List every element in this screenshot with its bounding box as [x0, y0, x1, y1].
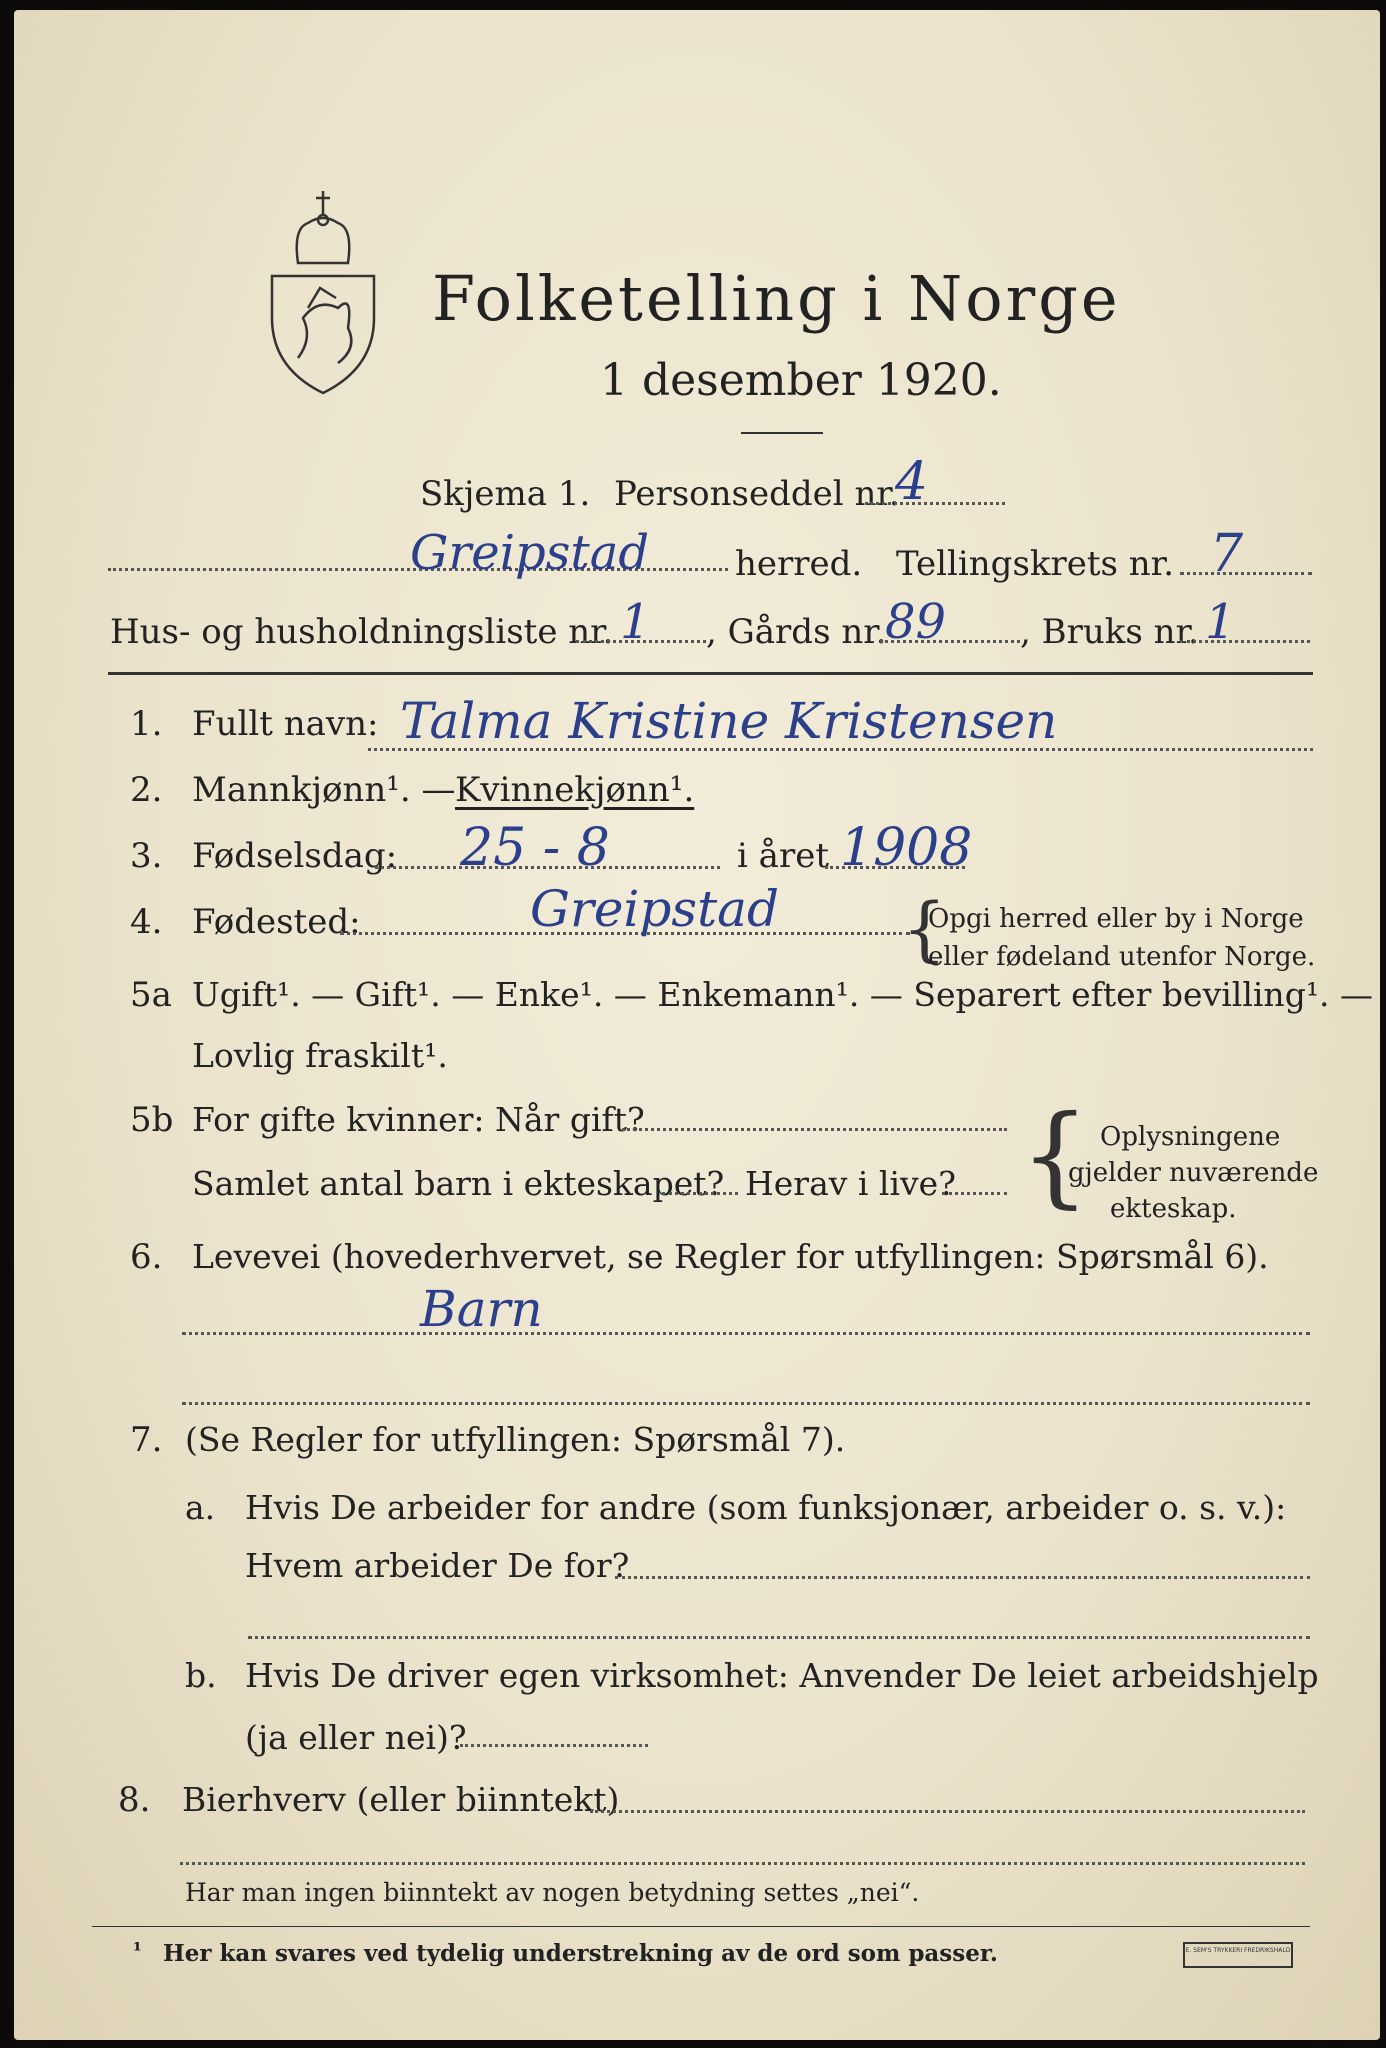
q1-number: 1.: [130, 704, 163, 744]
q4-brace: {: [902, 888, 947, 970]
q5b-dots-3: [942, 1192, 1007, 1195]
marital-status-options[interactable]: Ugift¹. — Gift¹. — Enke¹. — Enkemann¹. — Separert efter bevilling¹. —: [192, 975, 1374, 1014]
q7b-number: b.: [185, 1656, 217, 1695]
personseddel-dots: [865, 502, 1005, 505]
personseddel-value[interactable]: 4: [895, 452, 929, 512]
q5b-note-1: Oplysningene: [1100, 1122, 1281, 1152]
q6-number: 6.: [130, 1237, 163, 1277]
herred-label: herred.: [735, 544, 863, 584]
kvinne-option[interactable]: Kvinnekjønn¹.: [455, 770, 695, 810]
q7a-dots-1: [615, 1576, 1310, 1579]
q7-label: (Se Regler for utfyllingen: Spørsmål 7).: [185, 1420, 846, 1459]
birthplace-value[interactable]: Greipstad: [530, 880, 779, 938]
printer-stamp-text: E. SEM'S TRYKKERI FREDRIKSHALD: [1185, 1947, 1291, 1954]
q6-label: Levevei (hovederhvervet, se Regler for utfyllingen: Spørsmål 6).: [192, 1237, 1269, 1276]
q7a-line-2: Hvem arbeider De for?: [245, 1546, 630, 1585]
q6-dots-1: [182, 1332, 1310, 1335]
census-date: 1 desember 1920.: [600, 355, 1002, 406]
q6-dots-2: [182, 1402, 1310, 1405]
tellingskrets-value[interactable]: 7: [1210, 524, 1244, 584]
q4-number: 4.: [130, 902, 163, 942]
q7a-number: a.: [185, 1488, 216, 1527]
q5b-line-2b: Herav i live?: [745, 1164, 956, 1203]
q1-label: Fullt navn:: [192, 704, 379, 744]
title-divider: [741, 432, 823, 434]
gards-label: , Gårds nr.: [706, 612, 887, 652]
gards-value[interactable]: 89: [885, 594, 947, 650]
q3-label: Fødselsdag:: [192, 836, 398, 876]
q5b-line-2a: Samlet antal barn i ekteskapet?: [192, 1164, 725, 1203]
q7b-line-1: Hvis De driver egen virksomhet: Anvender De leiet arbeidshjelp: [245, 1656, 1319, 1695]
hus-label: Hus- og husholdningsliste nr.: [110, 612, 614, 652]
q5b-dots-2: [662, 1192, 738, 1195]
q4-note-1: Opgi herred eller by i Norge: [928, 904, 1304, 934]
footnote-mark: ¹: [133, 1938, 142, 1962]
occupation-value[interactable]: Barn: [420, 1280, 543, 1338]
birthdate-value[interactable]: 25 - 8: [460, 818, 610, 878]
q7b-dots: [460, 1744, 648, 1747]
lovlig-fraskilt-option[interactable]: Lovlig fraskilt¹.: [192, 1036, 448, 1075]
q7a-line-1: Hvis De arbeider for andre (som funksjonær, arbeider o. s. v.):: [245, 1488, 1287, 1527]
q5a-number: 5a: [130, 975, 172, 1015]
skjema-label: Skjema 1.: [420, 474, 591, 514]
birth-year-value[interactable]: 1908: [840, 818, 973, 878]
q5b-line-1: For gifte kvinner: Når gift?: [192, 1100, 645, 1139]
q8-label: Bierhverv (eller biinntekt): [182, 1780, 620, 1819]
norway-coat-of-arms-icon: [258, 188, 388, 398]
q7b-line-2: (ja eller nei)?: [245, 1718, 467, 1757]
herred-value[interactable]: Greipstad: [410, 525, 650, 581]
mann-option[interactable]: Mannkjønn¹. —: [192, 770, 456, 810]
q3-number: 3.: [130, 836, 163, 876]
biinntekt-note: Har man ingen biinntekt av nogen betydning settes „nei“.: [185, 1878, 920, 1907]
q8-dots-2: [180, 1862, 1305, 1865]
q8-number: 8.: [118, 1780, 151, 1820]
q5b-dots-1: [622, 1128, 1007, 1131]
q4-note-2: eller fødeland utenfor Norge.: [928, 942, 1316, 972]
q7-number: 7.: [130, 1420, 163, 1460]
q5b-note-3: ekteskap.: [1110, 1194, 1237, 1224]
personseddel-label: Personseddel nr.: [614, 474, 900, 514]
hus-value[interactable]: 1: [620, 594, 651, 650]
q4-label: Fødested:: [192, 902, 361, 942]
tellingskrets-label: Tellingskrets nr.: [896, 544, 1175, 584]
footer-divider: [92, 1926, 1310, 1927]
bruks-value[interactable]: 1: [1205, 594, 1236, 650]
q2-number: 2.: [130, 770, 163, 810]
printer-stamp: [1183, 1942, 1293, 1968]
q5b-note-2: gjelder nuværende: [1068, 1158, 1319, 1188]
full-name-value[interactable]: Talma Kristine Kristensen: [400, 692, 1058, 750]
aret-label: i året: [737, 836, 829, 876]
header-divider: [108, 672, 1313, 675]
q7a-dots-2: [248, 1636, 1310, 1639]
footnote-text: Her kan svares ved tydelig understrekning av de ord som passer.: [163, 1940, 998, 1967]
form-title: Folketelling i Norge: [432, 262, 1121, 335]
q5b-number: 5b: [130, 1100, 174, 1140]
bruks-dots: [1180, 640, 1310, 643]
q5b-brace: {: [1020, 1091, 1090, 1219]
q8-dots-1: [590, 1810, 1305, 1813]
bruks-label: , Bruks nr.: [1020, 612, 1199, 652]
tellingskrets-dots: [1180, 572, 1312, 575]
